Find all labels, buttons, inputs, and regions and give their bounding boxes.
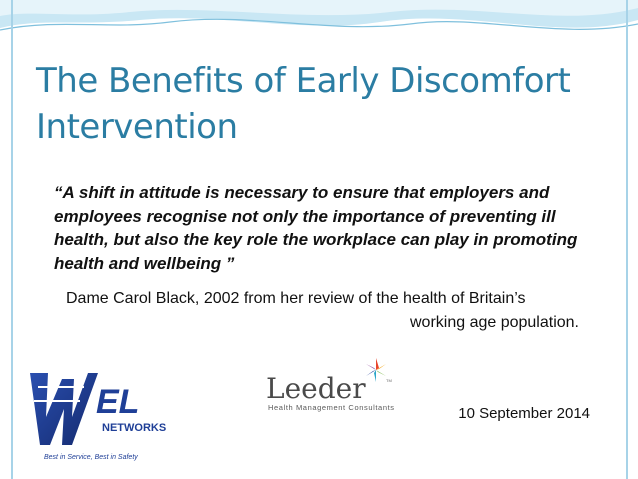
quote-text: “A shift in attitude is necessary to ensure that employers and employees recognise not only the importance of preventing ill health, but also the key role the workplace can play in promoting health and wellbeing ” — [54, 183, 578, 273]
attribution-line-1: Dame Carol Black, 2002 from her review of the health of Britain’s — [66, 290, 526, 307]
header-wave-decoration — [0, 0, 638, 60]
right-border-line — [626, 0, 628, 479]
date-label: 10 September 2014 — [458, 405, 590, 422]
svg-text:TM: TM — [386, 378, 392, 383]
slide-title: The Benefits of Early Discomfort Intervention — [36, 61, 571, 147]
svg-text:Leeder: Leeder — [266, 372, 366, 405]
svg-text:NETWORKS: NETWORKS — [102, 422, 167, 434]
svg-text:Health Management Consultants: Health Management Consultants — [268, 403, 395, 412]
attribution-line-2: working age population. — [409, 314, 579, 331]
svg-text:Best in Service, Best in Safet: Best in Service, Best in Safety — [44, 454, 138, 461]
svg-text:EL: EL — [96, 383, 140, 421]
